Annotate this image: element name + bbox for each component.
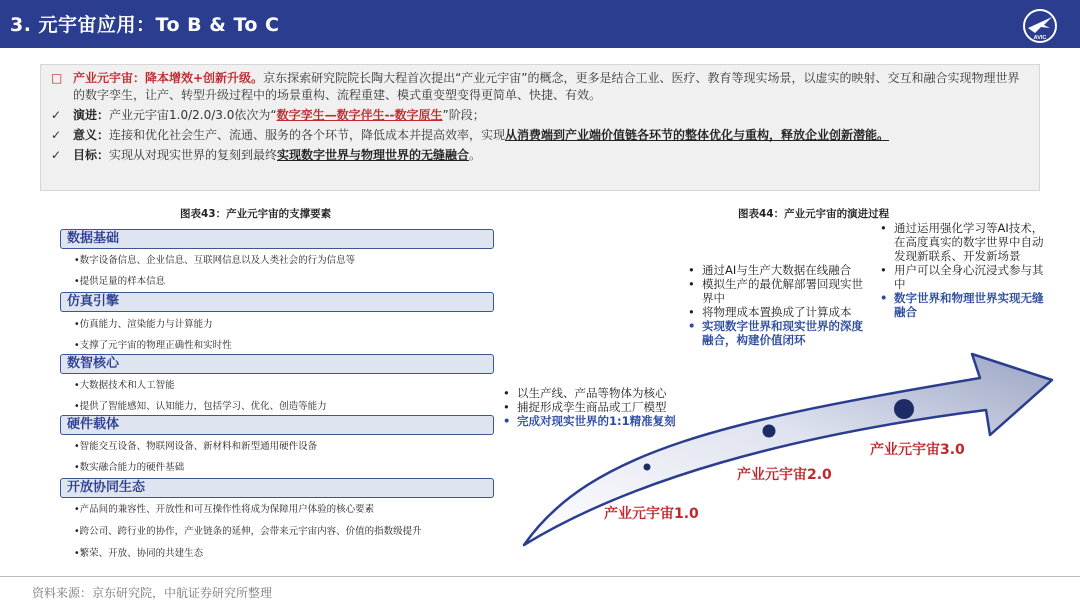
category-item: •仿真能力、渲染能力与计算能力: [74, 319, 213, 330]
category-item: •大数据技术和人工智能: [74, 380, 175, 391]
category-data-foundation: 数据基础: [60, 229, 494, 249]
summary-text: 京东探索研究院院长陶大程首次提出“产业元宇宙”的概念，更多是结合工业、医疗、教育等现实场景，以虚实的映射、交互和融合实现物理世界的数字孪生，让产、转型升级过程中的场景重构、流程重建、模式重变塑变得更简单、快捷、有效。: [73, 71, 1020, 102]
summary-text: 实现从对现实世界的复刻到最终: [109, 148, 278, 162]
check-icon: ✓: [51, 148, 62, 162]
bullet-dot: •: [688, 319, 696, 333]
category-item: •产品间的兼容性、开放性和可互操作性将成为保障用户体验的核心要素: [74, 504, 375, 515]
stage-point: 通过运用强化学习等AI技术，在高度真实的数字世界中自动发现新联系、开发新场景: [894, 221, 1044, 263]
check-icon: ✓: [51, 108, 62, 122]
category-simulation-engine: 仿真引擎: [60, 292, 494, 312]
category-item: •支撑了元宇宙的物理正确性和实时性: [74, 340, 232, 351]
stage2-points: [688, 263, 870, 347]
stage-point: 捕捉形成孪生商品或工厂模型: [517, 400, 667, 414]
bullet-dot: •: [503, 414, 511, 428]
stage-point: 通过AI与生产大数据在线融合: [702, 263, 852, 277]
evolution-arrow: [500, 340, 1060, 550]
category-item: •数字设备信息、企业信息、互联网信息以及人类社会的行为信息等: [74, 255, 356, 266]
category-item: •提供足量的样本信息: [74, 276, 166, 287]
summary-emphasis: 数字孪生—数字伴生--数字原生: [276, 108, 443, 122]
summary-row-4: [49, 147, 1029, 164]
category-item: •跨公司、跨行业的协作，产业链条的延伸，会带来元宇宙内容、价值的指数级提升: [74, 526, 422, 537]
summary-lead: 意义：: [73, 128, 110, 142]
stage1-marker: [644, 464, 651, 471]
summary-text: 产业元宇宙1.0/2.0/3.0依次为“: [109, 108, 277, 122]
source-note: 资料来源：京东研究院，中航证券研究所整理: [32, 586, 273, 600]
stage3-label: 产业元宇宙3.0: [870, 442, 965, 458]
stage-point: 用户可以全身心沉浸式参与其中: [894, 263, 1044, 291]
category-item: •智能交互设备、物联网设备、新材料和新型通用硬件设备: [74, 441, 318, 452]
summary-emphasis: 从消费端到产业端价值链各环节的整体优化与重构，释放企业创新潜能。: [505, 128, 890, 142]
summary-emphasis: 实现数字世界与物理世界的无缝融合: [277, 148, 470, 162]
summary-row-3: [49, 127, 1029, 144]
page-title: 3. 元宇宙应用：To B & To C: [10, 14, 280, 36]
category-hardware-carrier: 硬件载体: [60, 415, 494, 435]
bullet-dot: •: [880, 263, 887, 277]
stage2-marker: [763, 425, 776, 438]
stage-point: 以生产线、产品等物体为核心: [517, 386, 667, 400]
stage1-points: [503, 386, 703, 428]
bullet-dot: •: [880, 291, 888, 305]
category-item: •繁荣、开放、协同的共建生态: [74, 548, 204, 559]
category-intelligence-core: 数智核心: [60, 354, 494, 374]
bullet-dot: •: [688, 305, 695, 319]
header-bar: [0, 0, 1080, 48]
stage3-marker: [894, 399, 914, 419]
bullet-dot: •: [503, 386, 510, 400]
stage-point: 模拟生产的最优解部署回现实世界中: [702, 277, 863, 305]
stage-highlight: 完成对现实世界的1:1精准复刻: [517, 414, 676, 428]
stage3-points: [880, 221, 1052, 319]
stage-point: 将物理成本置换成了计算成本: [702, 305, 852, 319]
category-open-ecosystem: 开放协同生态: [60, 478, 494, 498]
stage-highlight: 实现数字世界和现实世界的深度融合，构建价值闭环: [702, 319, 863, 347]
footer-divider: [0, 576, 1080, 577]
avic-logo-icon: [1022, 8, 1058, 44]
square-bullet-icon: □: [51, 71, 63, 85]
figure44-caption: 图表44：产业元宇宙的演进过程: [738, 208, 890, 220]
bullet-dot: •: [688, 277, 695, 291]
summary-text: 连接和优化社会生产、流通、服务的各个环节，降低成本并提高效率，实现: [109, 128, 506, 142]
summary-row-1: [49, 70, 1029, 104]
logo-text: AVIC: [1033, 35, 1047, 41]
summary-box: [40, 64, 1040, 191]
check-icon: ✓: [51, 128, 62, 142]
bullet-dot: •: [880, 221, 887, 235]
bullet-dot: •: [688, 263, 695, 277]
category-item: •数实融合能力的硬件基础: [74, 462, 185, 473]
summary-lead: 演进：: [73, 108, 110, 122]
figure43-caption: 图表43：产业元宇宙的支撑要素: [180, 208, 332, 220]
summary-row-2: [49, 107, 1029, 124]
summary-lead: 目标：: [73, 148, 110, 162]
stage1-label: 产业元宇宙1.0: [604, 506, 699, 522]
bullet-dot: •: [503, 400, 510, 414]
summary-text: ”阶段；: [442, 108, 485, 122]
summary-lead: 产业元宇宙：降本增效+创新升级。: [73, 71, 264, 85]
summary-text: 。: [469, 148, 482, 162]
stage2-label: 产业元宇宙2.0: [737, 467, 832, 483]
category-item: •提供了智能感知、认知能力，包括学习、优化、创造等能力: [74, 401, 327, 412]
stage-highlight: 数字世界和物理世界实现无缝融合: [894, 291, 1044, 319]
